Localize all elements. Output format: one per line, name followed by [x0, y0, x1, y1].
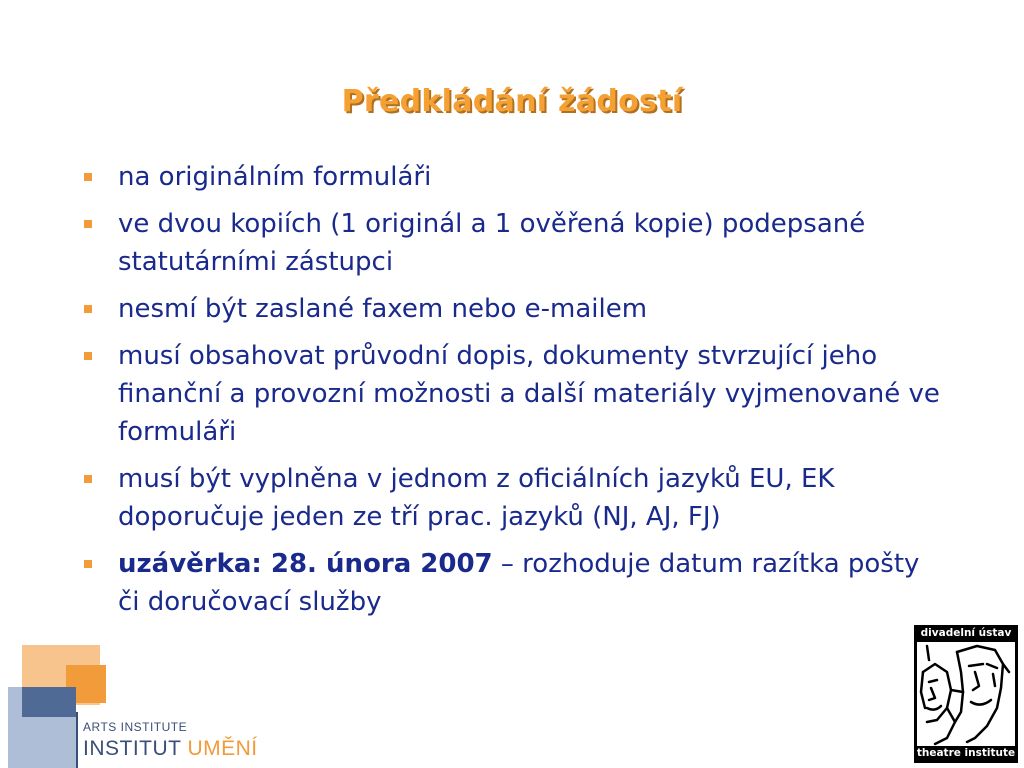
square-bullet-icon — [84, 220, 92, 228]
bullet-text: musí být vyplněna v jednom z oficiálních jazyků EU, EK doporučuje jeden ze tří prac. jazyků (NJ, AJ, FJ) — [118, 464, 835, 532]
square-bullet-icon — [84, 305, 92, 313]
logo-divider — [76, 712, 78, 768]
bullet-item — [82, 158, 942, 196]
square-bullet-icon — [84, 352, 92, 360]
slide-title: Předkládání žádostí — [341, 84, 683, 119]
arts-institute-small-label: ARTS INSTITUTE — [83, 720, 188, 734]
bullet-list — [82, 158, 942, 630]
bullet-text: nesmí být zaslané faxem nebo e-mailem — [118, 294, 648, 324]
bullet-item — [82, 545, 942, 621]
logo-word-umeni: UMĚNÍ — [187, 737, 258, 760]
theatre-logo-top-text: divadelní ústav — [920, 627, 1012, 639]
theatre-logo-bottom-text: theatre institute — [916, 747, 1016, 759]
theatre-institute-logo — [914, 625, 1018, 763]
bullet-item — [82, 460, 942, 536]
bullet-text: na originálním formuláři — [118, 162, 432, 192]
square-bullet-icon — [84, 173, 92, 181]
square-bullet-icon — [84, 475, 92, 483]
logo-word-institut: INSTITUT — [83, 737, 182, 760]
arts-institute-name — [83, 737, 258, 761]
square-bullet-icon — [84, 560, 92, 568]
bullet-item — [82, 205, 942, 281]
deadline-text: uzávěrka: 28. února 2007 — [118, 549, 493, 579]
bullet-item — [82, 290, 942, 328]
bullet-text: musí obsahovat průvodní dopis, dokumenty stvrzující jeho finanční a provozní možnosti a další materiály vyjmenované ve formuláři — [118, 341, 940, 447]
bullet-text: ve dvou kopiích (1 originál a 1 ověřená kopie) podepsané statutárními zástupci — [118, 209, 866, 277]
theatre-masks-icon — [917, 642, 1015, 746]
bullet-item — [82, 337, 942, 451]
bullet-text: – rozhoduje datum razítka pošty či doručovací služby — [118, 549, 920, 617]
